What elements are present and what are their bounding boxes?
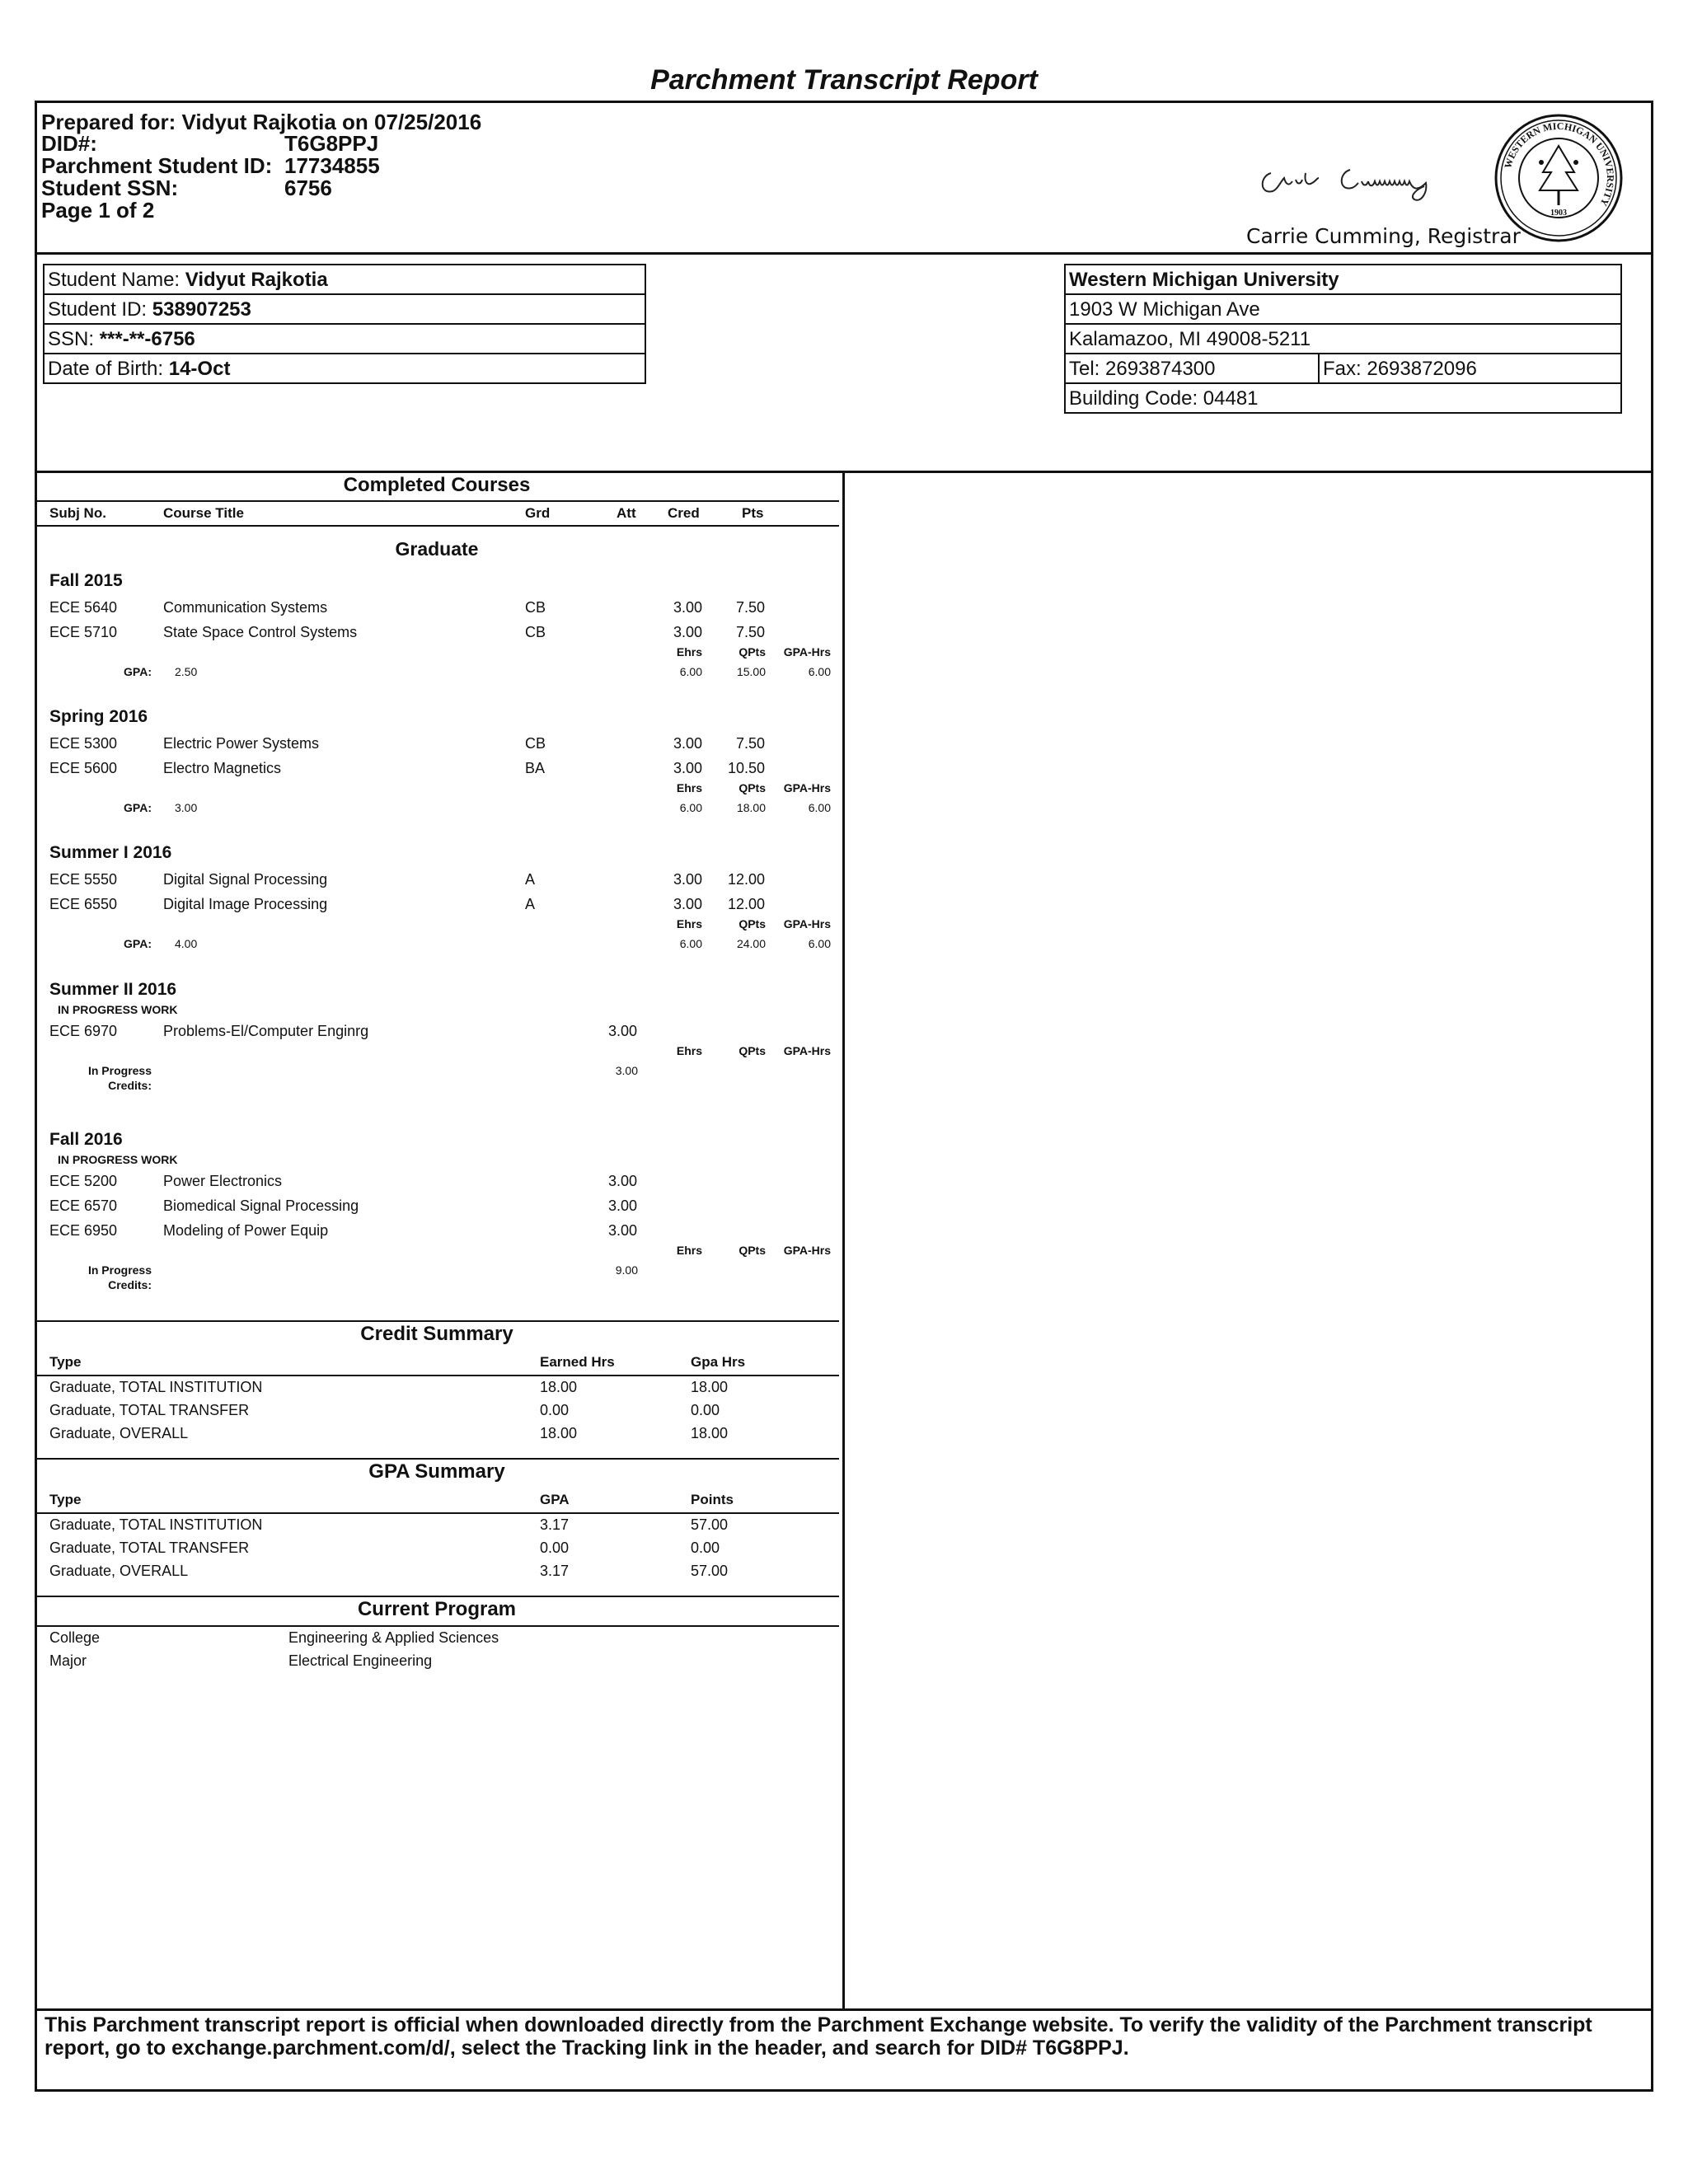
gpa-row-cell-1: 3.17 bbox=[540, 1563, 570, 1579]
term-heading: Summer I 2016 bbox=[49, 843, 172, 862]
course-subject: ECE 5710 bbox=[49, 624, 118, 640]
term-heading: Fall 2015 bbox=[49, 571, 123, 590]
term-qpts: 15.00 bbox=[736, 665, 766, 678]
term-qpts: 24.00 bbox=[736, 937, 766, 950]
course-points: 7.50 bbox=[735, 599, 765, 616]
gpa-row-cell-1: 3.17 bbox=[540, 1516, 570, 1533]
gpa-row-cell-2: 57.00 bbox=[691, 1516, 729, 1533]
courses-title-rule bbox=[36, 500, 839, 502]
gpahrs-label: GPA-Hrs bbox=[783, 645, 831, 658]
school-name: Western Michigan University bbox=[1064, 264, 1622, 295]
term-gpa: 4.00 bbox=[175, 937, 198, 950]
course-grade: A bbox=[525, 871, 536, 888]
course-attempted: 3.00 bbox=[607, 1023, 637, 1039]
school-tel: Tel: 2693874300 bbox=[1064, 353, 1320, 384]
credit-row-cell-0: Graduate, OVERALL bbox=[49, 1425, 189, 1441]
course-credits: 3.00 bbox=[673, 760, 702, 776]
program-row-cell-0: Major bbox=[49, 1652, 87, 1669]
qpts-label: QPts bbox=[738, 1244, 766, 1257]
term-heading: Summer II 2016 bbox=[49, 980, 177, 999]
ehrs-label: Ehrs bbox=[676, 645, 702, 658]
svg-text:WESTERN MICHIGAN UNIVERSITY: WESTERN MICHIGAN UNIVERSITY bbox=[1502, 120, 1617, 209]
term-gpahrs: 6.00 bbox=[808, 801, 831, 814]
gpa-row-cell-2: 0.00 bbox=[691, 1540, 720, 1556]
ssn-label: Student SSN: bbox=[41, 176, 179, 200]
credit-summary-title: Credit Summary bbox=[360, 1323, 513, 1345]
gpa-header-rule bbox=[36, 1512, 839, 1514]
program-row-cell-1: Engineering & Applied Sciences bbox=[288, 1629, 499, 1646]
student-ssn: ***-**-6756 bbox=[99, 328, 195, 350]
credit-summary-top-rule bbox=[36, 1320, 839, 1322]
credit-row-cell-0: Graduate, TOTAL TRANSFER bbox=[49, 1402, 250, 1418]
in-progress-credits-label: Credits: bbox=[108, 1278, 152, 1291]
course-title: Digital Image Processing bbox=[163, 896, 328, 912]
student-name: Vidyut Rajkotia bbox=[185, 269, 328, 291]
student-id: 538907253 bbox=[152, 298, 251, 321]
course-attempted: 3.00 bbox=[607, 1197, 637, 1214]
program-top-rule bbox=[36, 1596, 839, 1597]
course-subject: ECE 6950 bbox=[49, 1222, 118, 1239]
school-fax: Fax: 2693872096 bbox=[1318, 353, 1622, 384]
course-title: Digital Signal Processing bbox=[163, 871, 328, 888]
in-progress-credits: 3.00 bbox=[615, 1064, 638, 1077]
course-subject: ECE 6570 bbox=[49, 1197, 118, 1214]
course-subject: ECE 6970 bbox=[49, 1023, 118, 1039]
col-subj: Subj No. bbox=[49, 505, 106, 521]
gpa-row-cell-0: Graduate, TOTAL INSTITUTION bbox=[49, 1516, 263, 1533]
credit-row-cell-2: 0.00 bbox=[691, 1402, 720, 1418]
school-address-1: 1903 W Michigan Ave bbox=[1064, 293, 1622, 325]
header-divider bbox=[35, 252, 1653, 255]
course-subject: ECE 5640 bbox=[49, 599, 118, 616]
university-seal bbox=[1493, 113, 1624, 243]
ssn-value: 6756 bbox=[284, 176, 332, 200]
course-points: 12.00 bbox=[727, 896, 765, 912]
report-title: Parchment Transcript Report bbox=[650, 64, 1038, 96]
qpts-label: QPts bbox=[738, 781, 766, 794]
term-gpa: 3.00 bbox=[175, 801, 198, 814]
gpa-col-points: Points bbox=[691, 1492, 734, 1507]
course-points: 7.50 bbox=[735, 735, 765, 752]
credit-row-cell-1: 0.00 bbox=[540, 1402, 570, 1418]
credit-col-type: Type bbox=[49, 1354, 82, 1370]
footer-divider bbox=[35, 2008, 1653, 2011]
ehrs-label: Ehrs bbox=[676, 1044, 702, 1057]
qpts-label: QPts bbox=[738, 645, 766, 658]
course-subject: ECE 5300 bbox=[49, 735, 118, 752]
column-divider bbox=[842, 471, 845, 2011]
did-label: DID#: bbox=[41, 131, 97, 156]
course-grade: CB bbox=[525, 599, 546, 616]
course-subject: ECE 5600 bbox=[49, 760, 118, 776]
school-building-code: Building Code: 04481 bbox=[1064, 382, 1622, 414]
student-name-cell bbox=[43, 264, 646, 295]
ehrs-label: Ehrs bbox=[676, 781, 702, 794]
registrar-signature bbox=[1253, 148, 1484, 206]
credit-row-cell-1: 18.00 bbox=[540, 1379, 578, 1395]
course-subject: ECE 6550 bbox=[49, 896, 118, 912]
credit-col-gpahrs: Gpa Hrs bbox=[691, 1354, 746, 1370]
course-subject: ECE 5550 bbox=[49, 871, 118, 888]
in-progress-label: In Progress bbox=[87, 1263, 152, 1277]
credit-row-cell-2: 18.00 bbox=[691, 1425, 729, 1441]
gpahrs-label: GPA-Hrs bbox=[783, 781, 831, 794]
gpa-label: GPA: bbox=[124, 801, 152, 814]
did-value: T6G8PPJ bbox=[284, 131, 379, 156]
credit-row-cell-0: Graduate, TOTAL INSTITUTION bbox=[49, 1379, 263, 1395]
course-credits: 3.00 bbox=[673, 896, 702, 912]
col-att: Att bbox=[617, 505, 636, 521]
course-credits: 3.00 bbox=[673, 735, 702, 752]
parchment-id-value: 17734855 bbox=[284, 153, 380, 178]
student-id-label: Student ID: bbox=[48, 298, 148, 321]
term-ehrs: 6.00 bbox=[679, 937, 702, 950]
course-title: Power Electronics bbox=[163, 1173, 283, 1189]
term-gpahrs: 6.00 bbox=[808, 937, 831, 950]
gpa-row-cell-2: 57.00 bbox=[691, 1563, 729, 1579]
gpa-row-cell-1: 0.00 bbox=[540, 1540, 570, 1556]
col-pts: Pts bbox=[742, 505, 764, 521]
gpa-label: GPA: bbox=[124, 937, 152, 950]
term-heading: Spring 2016 bbox=[49, 707, 148, 726]
in-progress-work-label: IN PROGRESS WORK bbox=[58, 1153, 178, 1166]
in-progress-credits: 9.00 bbox=[615, 1263, 638, 1277]
program-title: Current Program bbox=[357, 1598, 517, 1620]
program-row-cell-1: Electrical Engineering bbox=[288, 1652, 433, 1669]
term-ehrs: 6.00 bbox=[679, 801, 702, 814]
course-title: Electro Magnetics bbox=[163, 760, 282, 776]
course-title: Modeling of Power Equip bbox=[163, 1222, 329, 1239]
program-title-rule bbox=[36, 1625, 839, 1627]
ehrs-label: Ehrs bbox=[676, 917, 702, 930]
footer-notice: This Parchment transcript report is official when downloaded directly from the Parchment Exchange website. To verify the validity of the Parchment transcript report, go to exchange.parchment.com/d/, select the Tracking link in the header, and search for DID# T6G8PPJ. bbox=[45, 2013, 1592, 2060]
gpahrs-label: GPA-Hrs bbox=[783, 1244, 831, 1257]
credit-row-cell-2: 18.00 bbox=[691, 1379, 729, 1395]
col-title: Course Title bbox=[163, 505, 244, 521]
parchment-id-label: Parchment Student ID: bbox=[41, 153, 273, 178]
student-ssn-label: SSN: bbox=[48, 328, 95, 350]
col-cred: Cred bbox=[668, 505, 700, 521]
term-heading: Fall 2016 bbox=[49, 1130, 123, 1149]
student-dob: 14-Oct bbox=[168, 358, 231, 380]
gpa-summary-title: GPA Summary bbox=[368, 1460, 505, 1483]
course-points: 7.50 bbox=[735, 624, 765, 640]
term-gpa: 2.50 bbox=[175, 665, 198, 678]
course-subject: ECE 5200 bbox=[49, 1173, 118, 1189]
course-title: State Space Control Systems bbox=[163, 624, 358, 640]
page-indicator: Page 1 of 2 bbox=[41, 198, 155, 223]
credit-row-cell-1: 18.00 bbox=[540, 1425, 578, 1441]
qpts-label: QPts bbox=[738, 917, 766, 930]
course-grade: BA bbox=[525, 760, 546, 776]
col-grd: Grd bbox=[525, 505, 551, 521]
course-credits: 3.00 bbox=[673, 871, 702, 888]
term-qpts: 18.00 bbox=[736, 801, 766, 814]
course-points: 12.00 bbox=[727, 871, 765, 888]
courses-header-rule bbox=[36, 525, 839, 527]
course-title: Communication Systems bbox=[163, 599, 328, 616]
gpa-col-type: Type bbox=[49, 1492, 82, 1507]
credit-col-earned: Earned Hrs bbox=[540, 1354, 615, 1370]
course-points: 10.50 bbox=[727, 760, 765, 776]
gpahrs-label: GPA-Hrs bbox=[783, 917, 831, 930]
course-attempted: 3.00 bbox=[607, 1222, 637, 1239]
prepared-for: Prepared for: Vidyut Rajkotia on 07/25/2016 bbox=[41, 110, 482, 134]
in-progress-label: In Progress bbox=[87, 1064, 152, 1077]
gpahrs-label: GPA-Hrs bbox=[783, 1044, 831, 1057]
student-ssn-cell bbox=[43, 323, 646, 354]
term-gpahrs: 6.00 bbox=[808, 665, 831, 678]
registrar-caption: Carrie Cumming, Registrar bbox=[1246, 224, 1521, 248]
completed-courses-title: Completed Courses bbox=[343, 474, 531, 496]
in-progress-work-label: IN PROGRESS WORK bbox=[58, 1003, 178, 1016]
gpa-row-cell-0: Graduate, TOTAL TRANSFER bbox=[49, 1540, 250, 1556]
course-grade: CB bbox=[525, 735, 546, 752]
course-title: Electric Power Systems bbox=[163, 735, 320, 752]
qpts-label: QPts bbox=[738, 1044, 766, 1057]
term-ehrs: 6.00 bbox=[679, 665, 702, 678]
program-row-cell-0: College bbox=[49, 1629, 101, 1646]
course-grade: A bbox=[525, 896, 536, 912]
gpa-label: GPA: bbox=[124, 665, 152, 678]
in-progress-credits-label: Credits: bbox=[108, 1079, 152, 1092]
course-attempted: 3.00 bbox=[607, 1173, 637, 1189]
student-name-label: Student Name: bbox=[48, 269, 181, 291]
course-credits: 3.00 bbox=[673, 599, 702, 616]
student-dob-cell bbox=[43, 353, 646, 384]
credit-header-rule bbox=[36, 1375, 839, 1376]
course-title: Problems-El/Computer Enginrg bbox=[163, 1023, 369, 1039]
course-credits: 3.00 bbox=[673, 624, 702, 640]
course-title: Biomedical Signal Processing bbox=[163, 1197, 359, 1214]
gpa-row-cell-0: Graduate, OVERALL bbox=[49, 1563, 189, 1579]
student-dob-label: Date of Birth: bbox=[48, 358, 164, 380]
student-id-cell bbox=[43, 293, 646, 325]
ehrs-label: Ehrs bbox=[676, 1244, 702, 1257]
school-address-2: Kalamazoo, MI 49008-5211 bbox=[1064, 323, 1622, 354]
course-grade: CB bbox=[525, 624, 546, 640]
level-graduate: Graduate bbox=[395, 538, 479, 560]
svg-text:1903: 1903 bbox=[1550, 209, 1567, 218]
gpa-summary-top-rule bbox=[36, 1458, 839, 1460]
gpa-col-gpa: GPA bbox=[540, 1492, 570, 1507]
